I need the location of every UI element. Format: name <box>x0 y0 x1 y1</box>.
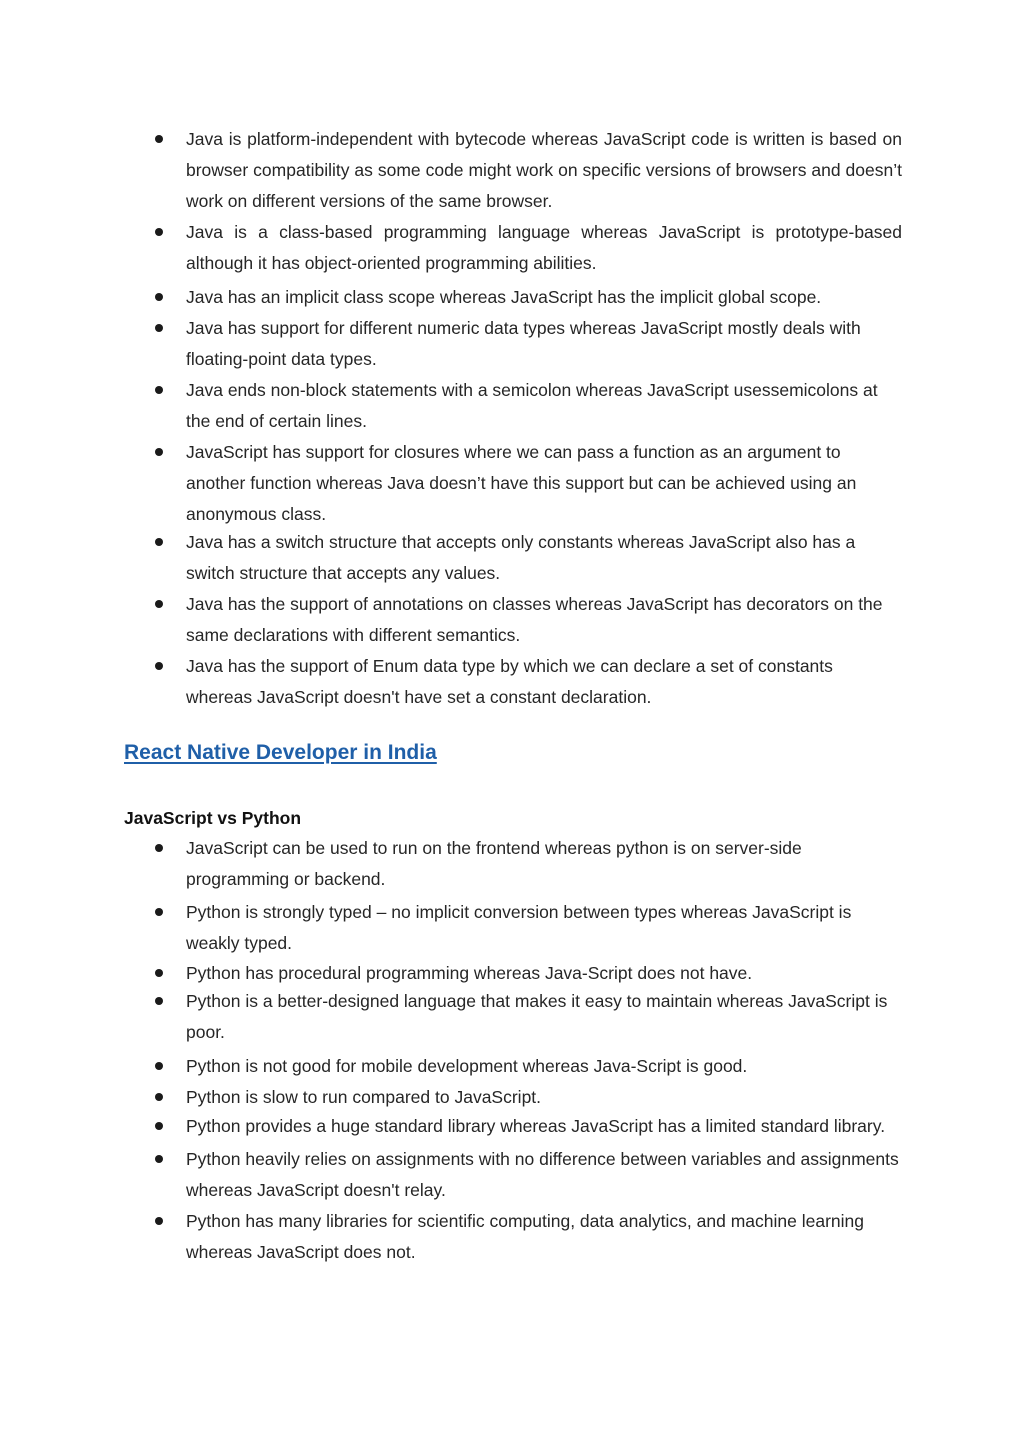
bullet-icon <box>155 1217 163 1225</box>
list-item: Java has the support of Enum data type by which we can declare a set of constants whereas JavaScript doesn't have set a constant declaration. <box>0 651 1024 713</box>
list-item: Python is a better-designed language that makes it easy to maintain whereas JavaScript is poor. <box>0 986 1024 1048</box>
list-item: JavaScript has support for closures where we can pass a function as an argument to another function whereas Java doesn’t have this support but can be achieved using an anonymous class. <box>0 437 1024 530</box>
bullet-icon <box>155 662 163 670</box>
javascript-vs-python-list <box>0 833 1024 1268</box>
bullet-icon <box>155 1122 163 1130</box>
bullet-icon <box>155 908 163 916</box>
list-item: Java has a switch structure that accepts only constants whereas JavaScript also has a switch structure that accepts any values. <box>0 527 1024 589</box>
bullet-icon <box>155 538 163 546</box>
list-item: Java has support for different numeric data types whereas JavaScript mostly deals with floating-point data types. <box>0 313 1024 375</box>
section-heading: JavaScript vs Python <box>124 808 302 828</box>
list-item: Python is strongly typed – no implicit conversion between types whereas JavaScript is weakly typed. <box>0 897 1024 959</box>
bullet-icon <box>155 324 163 332</box>
bullet-icon <box>155 969 163 977</box>
bullet-icon <box>155 293 163 301</box>
bullet-icon <box>155 448 163 456</box>
bullet-icon <box>155 386 163 394</box>
javascript-vs-python-list-block <box>0 833 1024 1268</box>
list-item: Python has many libraries for scientific computing, data analytics, and machine learning whereas JavaScript does not. <box>0 1206 1024 1268</box>
list-item: Java is a class-based programming language whereas JavaScript is prototype-based although it has object-oriented programming abilities. <box>0 217 1024 279</box>
bullet-icon <box>155 997 163 1005</box>
bullet-icon <box>155 600 163 608</box>
list-item: Python provides a huge standard library whereas JavaScript has a limited standard library. <box>0 1111 1024 1142</box>
bullet-icon <box>155 1155 163 1163</box>
bullet-icon <box>155 1062 163 1070</box>
bullet-icon <box>155 1093 163 1101</box>
bullet-icon <box>155 228 163 236</box>
list-item: Python heavily relies on assignments with no difference between variables and assignments whereas JavaScript doesn't relay. <box>0 1144 1024 1206</box>
list-item: Python is not good for mobile development whereas Java-Script is good. <box>0 1051 1024 1082</box>
list-item: Java has an implicit class scope whereas JavaScript has the implicit global scope. <box>0 282 1024 313</box>
list-item: JavaScript can be used to run on the frontend whereas python is on server-side programming or backend. <box>0 833 1024 895</box>
java-vs-javascript-list-block <box>0 124 1024 713</box>
list-item: Java is platform-independent with bytecode whereas JavaScript code is written is based on browser compatibility as some code might work on specific versions of browsers and doesn’t work on different versions of the same browser. <box>0 124 1024 217</box>
list-item: Python is slow to run compared to JavaScript. <box>0 1082 1024 1113</box>
react-native-developer-link[interactable]: React Native Developer in India <box>124 741 437 764</box>
java-vs-javascript-list <box>0 124 1024 713</box>
bullet-icon <box>155 844 163 852</box>
list-item: Python has procedural programming whereas Java-Script does not have. <box>0 958 1024 989</box>
list-item: Java ends non-block statements with a semicolon whereas JavaScript usessemicolons at the end of certain lines. <box>0 375 1024 437</box>
list-item: Java has the support of annotations on classes whereas JavaScript has decorators on the same declarations with different semantics. <box>0 589 1024 651</box>
bullet-icon <box>155 135 163 143</box>
